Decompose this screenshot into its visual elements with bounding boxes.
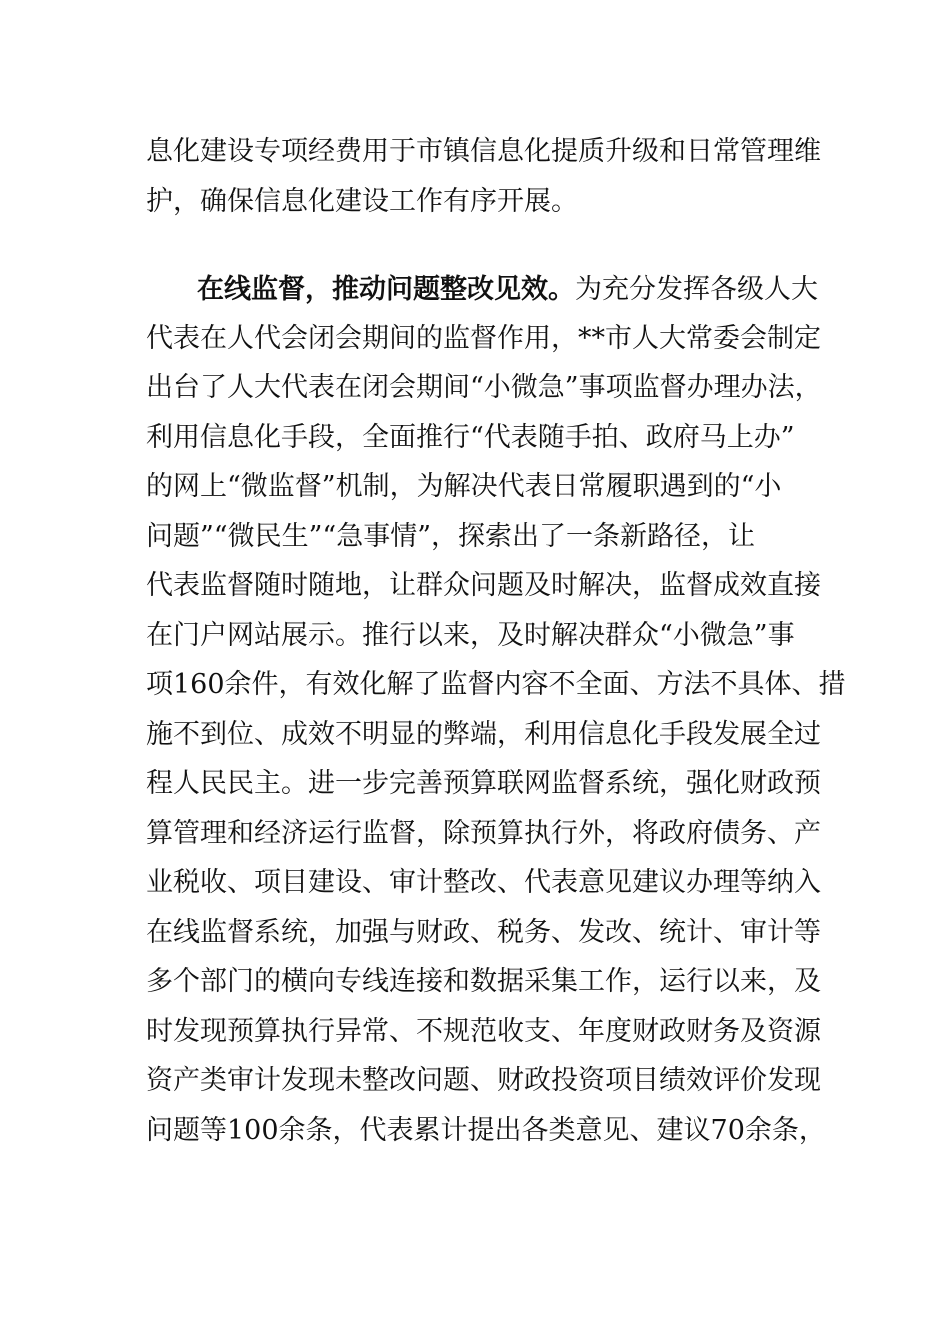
paragraph-2-line-4: 利用信息化手段，全面推行“代表随手拍、政府马上办” — [146, 422, 795, 453]
paragraph-2-line-11: 程人民民主。进一步完善预算联网监督系统，强化财政预 — [146, 768, 821, 799]
paragraph-2-line-5: 的网上“微监督”机制，为解决代表日常履职遇到的“小 — [146, 471, 782, 502]
paragraph-2-line-3: 出台了人大代表在闭会期间“小微急”事项监督办理办法， — [146, 372, 822, 403]
paragraph-2-line-15: 多个部门的横向专线连接和数据采集工作，运行以来，及 — [146, 966, 821, 997]
paragraph-2-line-1 — [197, 276, 818, 303]
paragraph-2-line-6: 问题”“微民生”“急事情”，探索出了一条新路径，让 — [146, 521, 756, 552]
paragraph-2-lead-heading: 在线监督，推动问题整改见效。 — [197, 274, 575, 305]
paragraph-2-line-9: 项160余件，有效化解了监督内容不全面、方法不具体、措 — [146, 669, 846, 700]
paragraph-2-line-7: 代表监督随时随地，让群众问题及时解决，监督成效直接 — [146, 570, 821, 601]
paragraph-2-line-2: 代表在人代会闭会期间的监督作用，**市人大常委会制定 — [146, 323, 821, 354]
paragraph-1-line-1: 息化建设专项经费用于市镇信息化提质升级和日常管理维 — [146, 136, 821, 167]
paragraph-2-line-18: 问题等100余条，代表累计提出各类意见、建议70余条， — [146, 1115, 826, 1146]
paragraph-2-line-14: 在线监督系统，加强与财政、税务、发改、统计、审计等 — [146, 917, 821, 948]
paragraph-1-line-2: 护，确保信息化建设工作有序开展。 — [146, 186, 578, 217]
paragraph-2-line-10: 施不到位、成效不明显的弊端，利用信息化手段发展全过 — [146, 719, 821, 750]
paragraph-2-line-16: 时发现预算执行异常、不规范收支、年度财政财务及资源 — [146, 1016, 821, 1047]
paragraph-2-line-12: 算管理和经济运行监督，除预算执行外，将政府债务、产 — [146, 818, 821, 849]
paragraph-2-line-17: 资产类审计发现未整改问题、财政投资项目绩效评价发现 — [146, 1065, 821, 1096]
paragraph-2-line-1-text: 为充分发挥各级人大 — [575, 274, 818, 305]
paragraph-2-line-8: 在门户网站展示。推行以来，及时解决群众“小微急”事 — [146, 620, 795, 651]
paragraph-2-line-13: 业税收、项目建设、审计整改、代表意见建议办理等纳入 — [146, 867, 821, 898]
